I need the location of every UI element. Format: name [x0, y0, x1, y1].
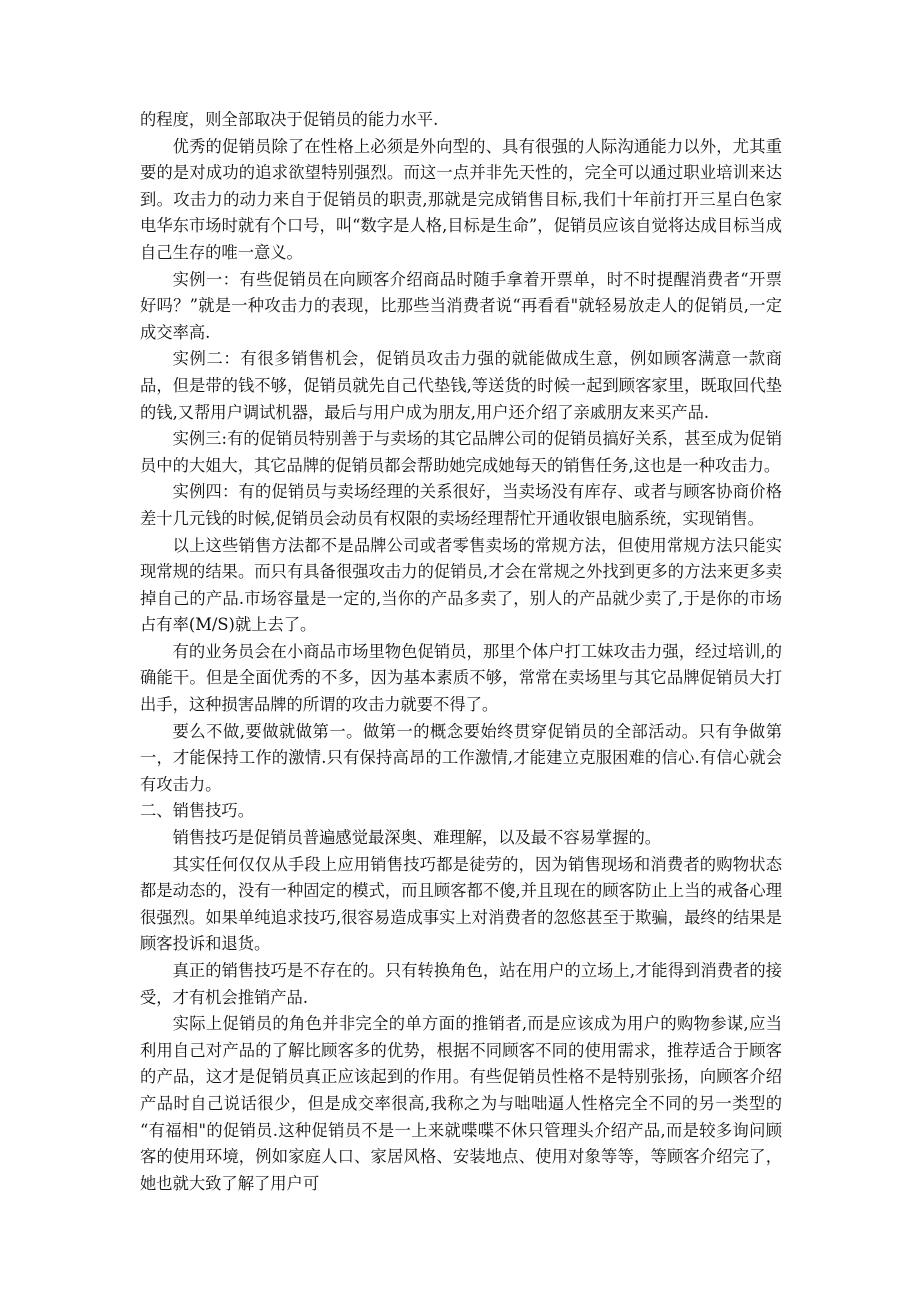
paragraph-skills-futile: 其实任何仅仅从手段上应用销售技巧都是徒劳的，因为销售现场和消费者的购物状态都是动态的，没有一种固定的模式，而且顾客都不傻,并且现在的顾客防止上当的戒备心理很强烈。如果单纯追求技巧,很容易造成事实上对消费者的忽悠甚至于欺骗，最终的结果是顾客投诉和退货。 — [140, 854, 782, 954]
paragraph-true-skill: 真正的销售技巧是不存在的。只有转换角色，站在用户的立场上,才能得到消费者的接受，才有机会推销产品. — [140, 961, 782, 1007]
paragraph-skills-intro: 销售技巧是促销员普遍感觉最深奥、难理解，以及最不容易掌握的。 — [172, 828, 662, 848]
paragraph-be-first: 要么不做,要做就做第一。做第一的概念要始终贯穿促销员的全部活动。只有争做第一，才能保持工作的激情.只有保持高昂的工作激情,才能建立克服困难的信心.有信心就会有攻击力。 — [140, 721, 782, 794]
paragraph-example-3: 实例三:有的促销员特别善于与卖场的其它品牌公司的促销员搞好关系，甚至成为促销员中的大姐大，其它品牌的促销员都会帮助她完成她每天的销售任务,这也是一种攻击力。 — [140, 429, 782, 475]
paragraph-role: 实际上促销员的角色并非完全的单方面的推销者,而是应该成为用户的购物参谋,应当利用自己对产品的了解比顾客多的优势，根据不同顾客不同的使用需求，推荐适合于顾客的产品，这才是促销员真正应该起到的作用。有些促销员性格不是特别张扬，向顾客介绍产品时自己说话很少，但是成交率很高,我称之为与咄咄逼人性格完全不同的另一类型的 “有福相"的促销员.这种促销员不是一上来就喋喋不休只管理头介绍产品,而是较多询问顾客的使用环境，例如家庭人口、家居风格、安装地点、使用对象等等，等顾客介绍完了，她也就大致了解了用户可 — [140, 1014, 782, 1193]
paragraph-example-1: 实例一：有些促销员在向顾客介绍商品时随手拿着开票单，时不时提醒消费者“开票好吗？”就是一种攻击力的表现，比那些当消费者说“再看看"就轻易放走人的促销员,一定成交率高. — [140, 269, 782, 342]
paragraph-example-2: 实例二：有很多销售机会，促销员攻击力强的就能做成生意，例如顾客满意一款商品，但是带的钱不够，促销员就先自己代垫钱,等送货的时候一起到顾客家里，既取回代垫的钱,又帮用户调试机器，最后与用户成为朋友,用户还介绍了亲戚朋友来买产品. — [140, 349, 782, 422]
paragraph-qualities: 优秀的促销员除了在性格上必须是外向型的、具有很强的人际沟通能力以外，尤其重要的是对成功的追求欲望特别强烈。而这一点并非先天性的，完全可以通过职业培训来达到。攻击力的动力来自于促销员的职责,那就是完成销售目标,我们十年前打开三星白色家电华东市场时就有个口号，叫“数字是人格,目标是生命”，促销员应该自觉将达成目标当成自己生存的唯一意义。 — [140, 136, 782, 262]
document-page — [140, 107, 782, 1197]
paragraph-example-4: 实例四：有的促销员与卖场经理的关系很好，当卖场没有库存、或者与顾客协商价格差十几元钱的时候,促销员会动员有权限的卖场经理帮忙开通收银电脑系统，实现销售。 — [140, 482, 782, 528]
paragraph-recruiting: 有的业务员会在小商品市场里物色促销员，那里个体户打工妹攻击力强，经过培训,的确能干。但是全面优秀的不多，因为基本素质不够，常常在卖场里与其它品牌促销员大打出手，这种损害品牌的所谓的攻击力就要不得了。 — [140, 641, 782, 715]
section-heading-sales-skills: 二、销售技巧。 — [140, 801, 254, 821]
paragraph-methods: 以上这些销售方法都不是品牌公司或者零售卖场的常规方法，但使用常规方法只能实现常规的结果。而只有具备很强攻击力的促销员,才会在常规之外找到更多的方法来更多卖掉自己的产品.市场容量是一定的,当你的产品多卖了，别人的产品就少卖了,于是你的市场占有率(M/S)就上去了。 — [140, 535, 782, 635]
paragraph-continuation: 的程度，则全部取决于促销员的能力水平. — [140, 110, 439, 129]
